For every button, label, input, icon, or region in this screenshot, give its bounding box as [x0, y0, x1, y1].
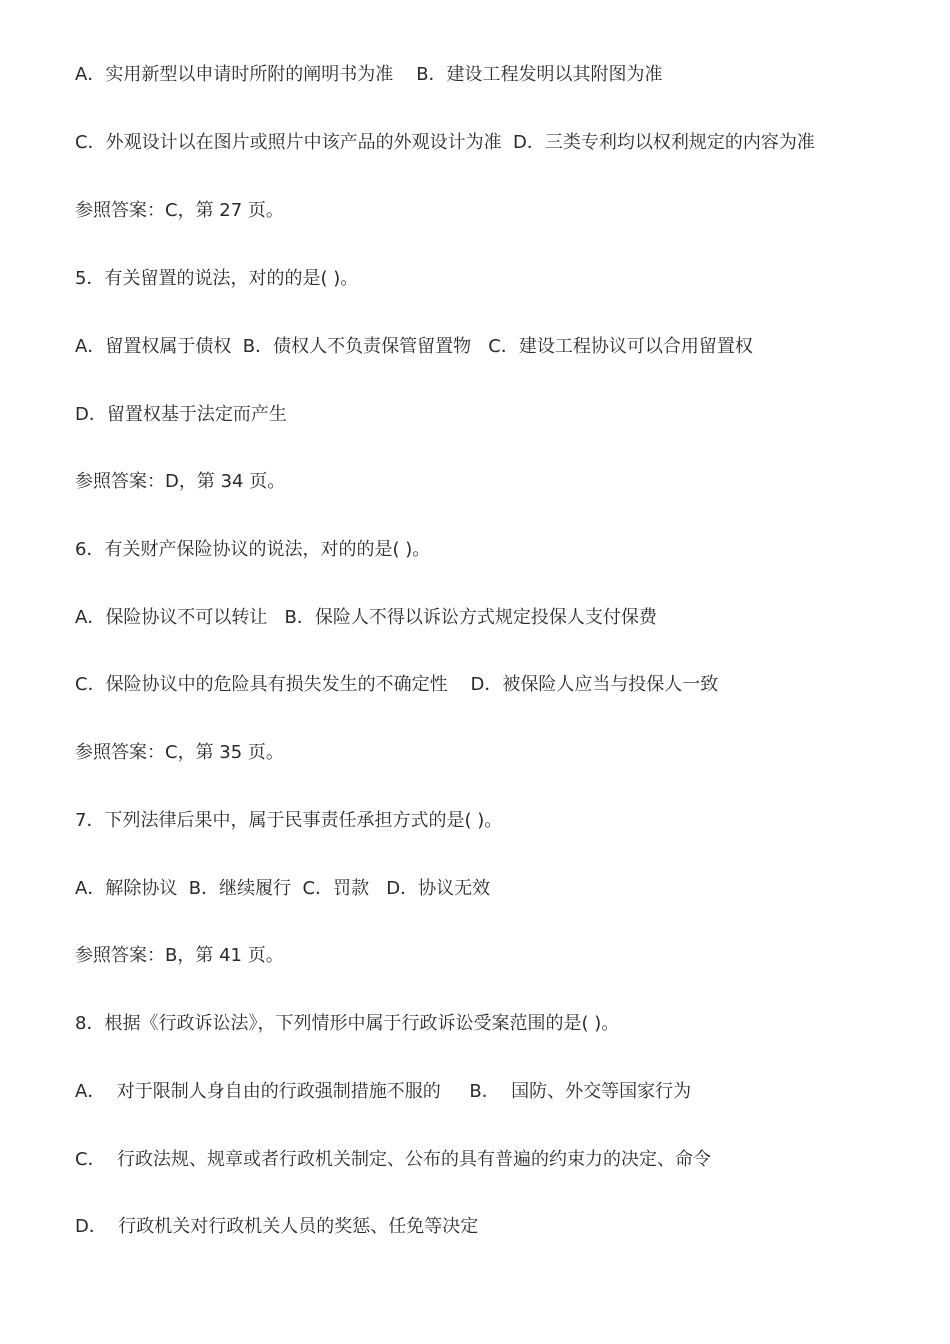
question-8: 8．根据《行政诉讼法》，下列情形中属于行政诉讼受案范围的是( )。 [75, 1013, 620, 1034]
option-line-q8-d: D． 行政机关对行政机关人员的奖惩、任免等决定 [75, 1216, 479, 1237]
option-line-q5-d: D．留置权基于法定而产生 [75, 404, 287, 425]
question-6: 6．有关财产保险协议的说法，对的的是( )。 [75, 539, 431, 560]
option-line-q6-ab: A．保险协议不可以转让 B．保险人不得以诉讼方式规定投保人支付保费 [75, 607, 657, 628]
option-line-q5-abc: A．留置权属于债权 B．债权人不负责保管留置物 C．建设工程协议可以合用留置权 [75, 336, 753, 357]
answer-line-q7: 参照答案：B，第 41 页。 [75, 945, 284, 966]
answer-line-q5: 参照答案：D，第 34 页。 [75, 471, 286, 492]
option-line-q4-ab: A．实用新型以申请时所附的阐明书为准 B．建设工程发明以其附图为准 [75, 64, 663, 85]
option-line-q7-abcd: A．解除协议 B．继续履行 C．罚款 D．协议无效 [75, 878, 491, 899]
option-line-q4-cd: C．外观设计以在图片或照片中该产品的外观设计为准 D．三类专利均以权利规定的内容为准 [75, 132, 815, 153]
answer-line-q4: 参照答案：C，第 27 页。 [75, 200, 284, 221]
option-line-q8-ab: A． 对于限制人身自由的行政强制措施不服的 B． 国防、外交等国家行为 [75, 1081, 692, 1102]
question-7: 7．下列法律后果中，属于民事责任承担方式的是( )。 [75, 810, 503, 831]
option-line-q6-cd: C．保险协议中的危险具有损失发生的不确定性 D．被保险人应当与投保人一致 [75, 674, 719, 695]
question-5: 5．有关留置的说法，对的的是( )。 [75, 268, 359, 289]
option-line-q8-c: C． 行政法规、规章或者行政机关制定、公布的具有普遍的约束力的决定、命令 [75, 1149, 712, 1170]
answer-line-q6: 参照答案：C，第 35 页。 [75, 742, 284, 763]
